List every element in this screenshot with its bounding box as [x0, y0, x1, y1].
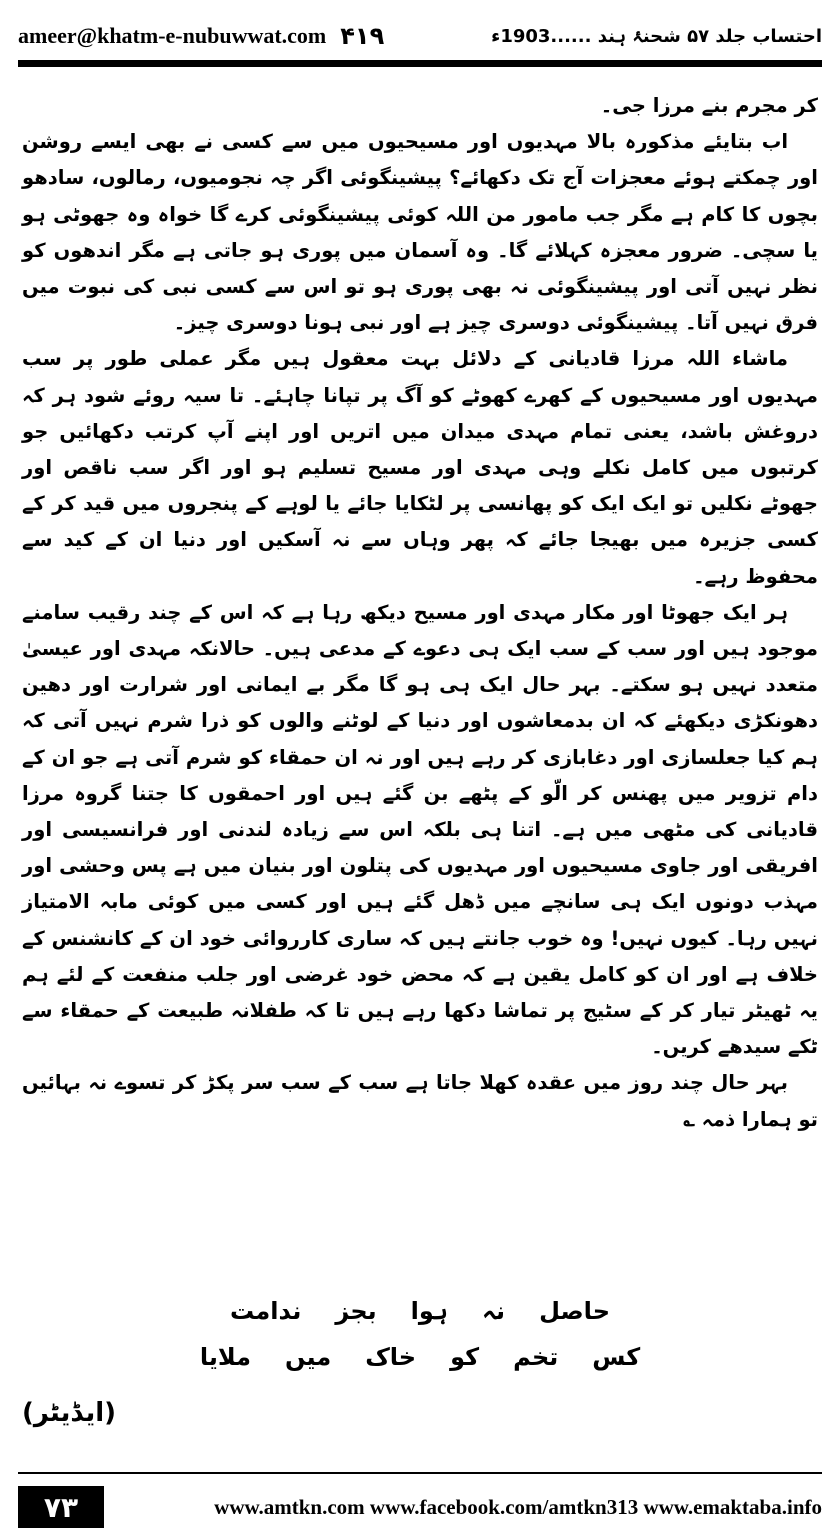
- paragraph-4: ہر ایک جھوٹا اور مکار مہدی اور مسیح دیکھ رہا ہے کہ اس کے چند رقیب سامنے موجود ہیں اور سب کے سب ایک ہی دعوے کے مدعی ہیں۔ حالانکہ مہدی اور عیسیٰ متعدد نہیں ہو سکتے۔ بہر حال ایک ہی ہو گا مگر بے ایمانی اور شرارت اور دھین دھونکڑی دیکھئے کہ ان بدمعاشوں اور دنیا کے لوٹنے والوں کو ذرا شرم نہیں آتی کہ ہم کیا جعلسازی اور دغابازی کر رہے ہیں اور نہ ان حمقاء کو شرم آتی ہے جو ان کے دام تزویر میں پھنس کر الّو کے پٹھے بن گئے ہیں اور احمقوں کا جتنا گروہ مرزا قادیانی کی مٹھی میں ہے۔ اتنا ہی بلکہ اس سے زیادہ لندنی اور فرانسیسی اور افریقی اور جاوی مسیحیوں اور مہدیوں کی پتلون اور بنیان میں ہے پس وحشی اور مہذب دونوں ایک ہی سانچے میں ڈھل گئے ہیں اور کسی میں کوئی مابہ الامتیاز نہیں رہا۔ کیوں نہیں! وہ خوب جانتے ہیں کہ ساری کارروائی خود ان کے کانشنس کے خلاف ہے اور ان کو کامل یقین ہے کہ محض خود غرضی اور جلب منفعت کے لئے ہم یہ ٹھیٹر تیار کر کے سٹیج پر تماشا دکھا رہے ہیں تا کہ طفلانہ طبیعت کے حمقاء سے ٹکے سیدھے کریں۔: [22, 600, 818, 1059]
- article-body: [22, 88, 818, 1138]
- footer-page-box: ۷۳: [18, 1486, 104, 1528]
- couplet-word: تخم: [513, 1343, 559, 1371]
- volume-info: احتساب جلد ۵۷ شحنۂ ہند ......1903ء: [491, 25, 822, 47]
- footer-rule: [18, 1472, 822, 1474]
- couplet-line-1: [0, 1288, 840, 1334]
- header-email[interactable]: ameer@khatm-e-nubuwwat.com: [18, 23, 327, 48]
- couplet-word: میں: [284, 1343, 332, 1371]
- couplet-word: خاک: [365, 1343, 417, 1371]
- footer-links[interactable]: www.amtkn.com www.facebook.com/amtkn313 www.emaktaba.info: [214, 1494, 822, 1519]
- page-number: ۴۱۹: [340, 22, 385, 50]
- header-right: [491, 26, 822, 47]
- couplet: [0, 1288, 840, 1380]
- couplet-line-2: [0, 1334, 840, 1380]
- couplet-word: کس: [592, 1343, 641, 1371]
- couplet-word: بجز: [335, 1297, 377, 1325]
- paragraph-5: بہر حال چند روز میں عقدہ کھلا جاتا ہے سب کے سب سر پکڑ کر تسوے نہ بہائیں تو ہمارا ذمہ ؎: [22, 1071, 818, 1131]
- couplet-word: نہ: [481, 1297, 506, 1325]
- couplet-word: ملایا: [199, 1343, 251, 1371]
- paragraph-3: ماشاء اللہ مرزا قادیانی کے دلائل بہت معقول ہیں مگر عملی طور پر سب مہدیوں اور مسیحیوں کے کھرے کھوٹے کو آگ پر تپانا چاہئے۔ تا سیہ روئے شود ہر کہ دروغش باشد، یعنی تمام مہدی میدان میں اتریں اور اپنے آپ کرتب دکھائیں جو کرتبوں میں کامل نکلے وہی مہدی اور مسیح تسلیم ہو اور اگر سب ناقص اور جھوٹے نکلیں تو ایک ایک کو پھانسی پر لٹکایا جائے یا لوہے کے پنجروں میں قید کر کے کسی جزیرہ میں بھیجا جائے کہ پھر وہاں سے نہ آسکیں اور دنیا ان کے کید سے محفوظ رہے۔: [22, 347, 818, 588]
- couplet-word: ہوا: [410, 1297, 448, 1325]
- paragraph-2: اب بتایئے مذکورہ بالا مہدیوں اور مسیحیوں میں سے کسی نے بھی ایسے روشن اور چمکتے ہوئے معجزات آج تک دکھائے؟ پیشینگوئی اگر چہ نجومیوں، رمالوں، سادھو بچوں کا کام ہے مگر جب مامور من اللہ کوئی پیشینگوئی کرے گا خواہ وہ جھوٹی ہو یا سچی۔ ضرور معجزہ کہلائے گا۔ وہ آسمان میں پوری ہو جاتی ہے مگر اندھوں کو نظر نہیں آتی اور پیشینگوئی نہ بھی پوری ہو تو اس سے کسی نبی کی نبوت میں فرق نہیں آتا۔ پیشینگوئی دوسری چیز ہے اور نبی ہونا دوسری چیز۔: [22, 130, 818, 335]
- couplet-word: حاصل: [539, 1297, 610, 1325]
- header-rule: [18, 60, 822, 67]
- paragraph-1: کر مجرم بنے مرزا جی۔: [600, 94, 818, 117]
- editor-signature: (ایڈیٹر): [22, 1398, 117, 1428]
- header-left: [18, 22, 384, 50]
- couplet-word: ندامت: [230, 1297, 302, 1325]
- page-footer: [18, 1486, 822, 1528]
- page-header: [18, 14, 822, 58]
- couplet-word: کو: [450, 1343, 480, 1371]
